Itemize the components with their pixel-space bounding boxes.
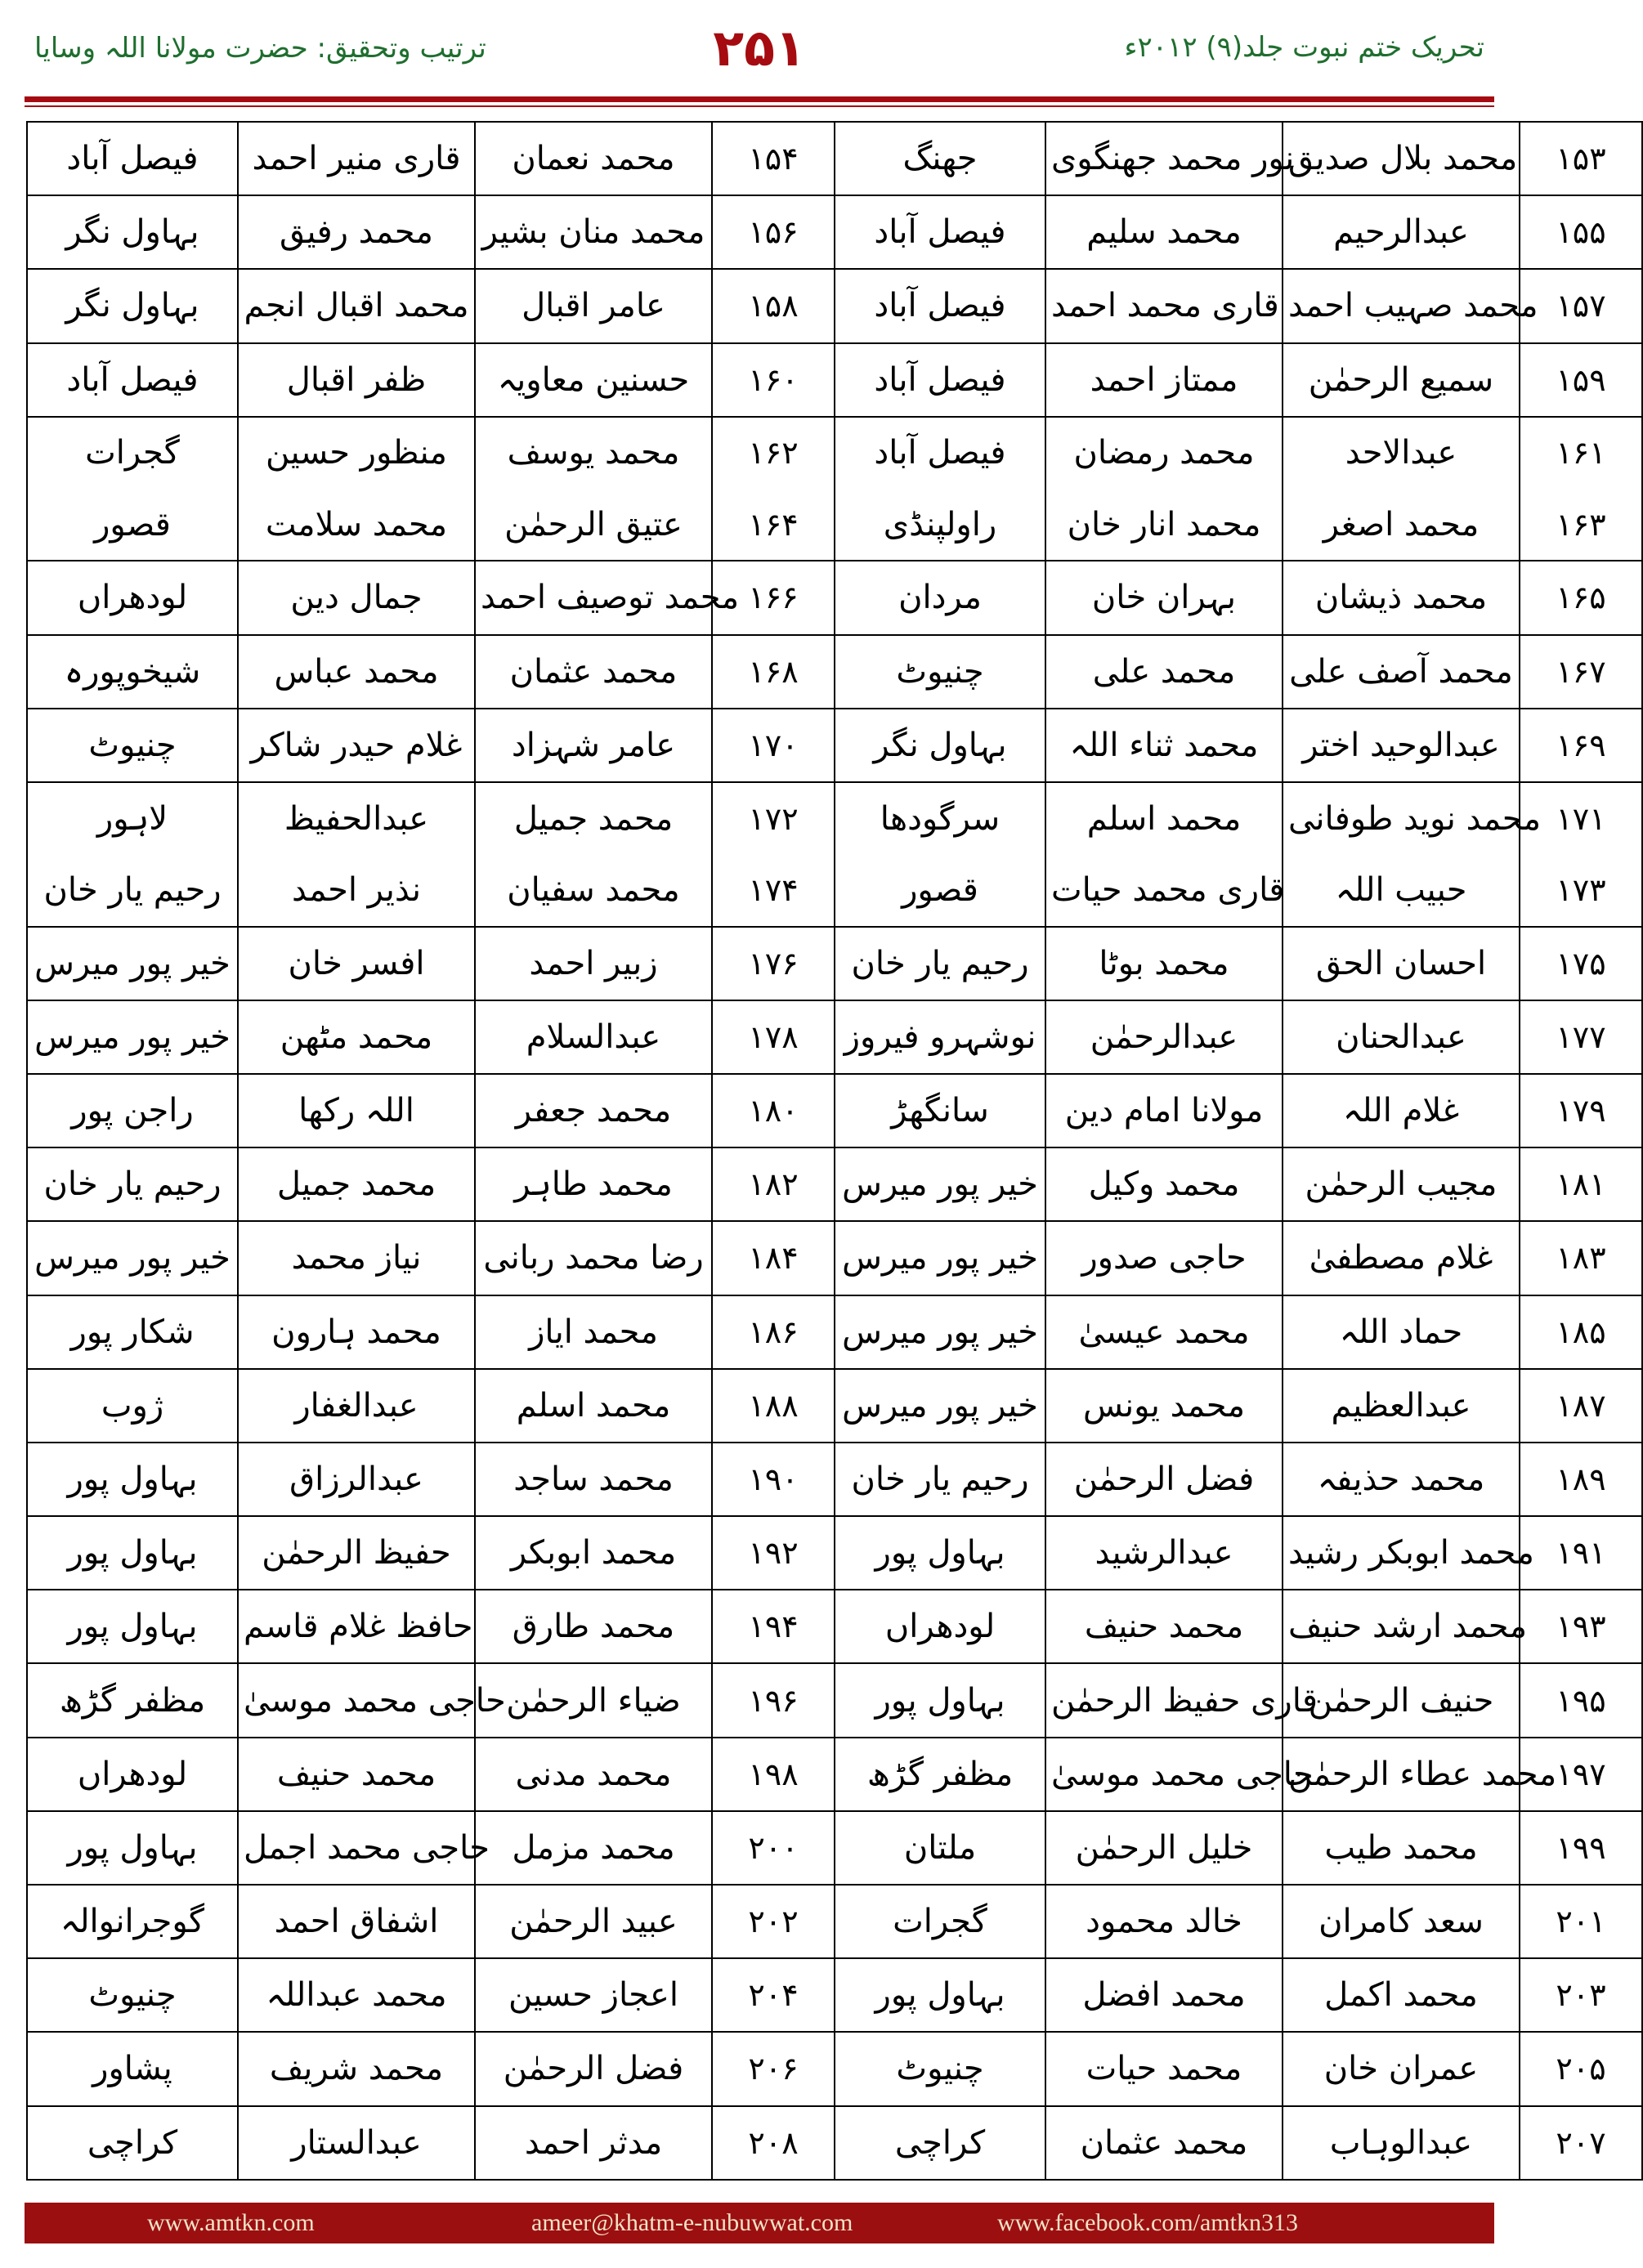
entry-number-cell: ۱۸۱	[1520, 1147, 1642, 1221]
table-row	[27, 1516, 1642, 1590]
entry-name-cell: محمد یوسف	[475, 417, 712, 489]
entry-number-cell: ۱۵۴	[712, 122, 835, 195]
entry-city-cell: ملتان	[835, 1811, 1045, 1885]
table-row	[27, 1221, 1642, 1295]
entry-name-cell: حماد اللہ	[1283, 1295, 1520, 1369]
entry-city-cell: گجرات	[835, 1885, 1045, 1958]
table-row	[27, 1074, 1642, 1147]
entry-number-cell: ۱۵۵	[1520, 195, 1642, 269]
entry-name-cell: ضیاء الرحمٰن	[475, 1663, 712, 1737]
table-row	[27, 1811, 1642, 1885]
entry-name-cell: مجیب الرحمٰن	[1283, 1147, 1520, 1221]
entry-number-cell: ۲۰۱	[1520, 1885, 1642, 1958]
entry-city-cell: چنیوٹ	[835, 2032, 1045, 2105]
entry-city-cell: خیر پور میرس	[27, 1221, 238, 1295]
entry-name-cell: عبدالسلام	[475, 1000, 712, 1074]
entry-number-cell: ۱۷۱	[1520, 782, 1642, 854]
entry-name-cell: محمد اصغر	[1283, 489, 1520, 561]
entry-city-cell: بہاول پور	[835, 1958, 1045, 2032]
entry-number-cell: ۱۶۸	[712, 635, 835, 709]
entry-name-cell: غلام اللہ	[1283, 1074, 1520, 1147]
entry-father-cell: محمد عبداللہ	[238, 1958, 475, 2032]
entry-name-cell: غلام مصطفیٰ	[1283, 1221, 1520, 1295]
entry-father-cell: بہران خان	[1045, 561, 1283, 634]
entry-name-cell: محمد ساجد	[475, 1443, 712, 1516]
entry-father-cell: محمد انار خان	[1045, 489, 1283, 561]
entry-name-cell: سعد کامران	[1283, 1885, 1520, 1958]
entry-number-cell: ۱۵۳	[1520, 122, 1642, 195]
table-row	[27, 1000, 1642, 1074]
entry-number-cell: ۱۶۵	[1520, 561, 1642, 634]
entry-father-cell: اللہ رکھا	[238, 1074, 475, 1147]
page-header	[0, 0, 1519, 105]
entry-name-cell: محمد سفیان	[475, 854, 712, 926]
entry-father-cell: حاجی محمد موسیٰ	[1045, 1738, 1283, 1811]
entry-number-cell: ۱۹۲	[712, 1516, 835, 1590]
entry-number-cell: ۱۷۹	[1520, 1074, 1642, 1147]
entry-name-cell: فضل الرحمٰن	[475, 2032, 712, 2105]
entry-father-cell: قاری حفیظ الرحمٰن	[1045, 1663, 1283, 1737]
entry-city-cell: رحیم یار خان	[27, 854, 238, 926]
entry-father-cell: قاری منیر احمد	[238, 122, 475, 195]
entry-number-cell: ۱۶۲	[712, 417, 835, 489]
entry-number-cell: ۱۵۷	[1520, 269, 1642, 342]
entry-city-cell: چنیوٹ	[835, 635, 1045, 709]
entry-father-cell: عبدالرحمٰن	[1045, 1000, 1283, 1074]
table-row	[27, 1738, 1642, 1811]
entry-name-cell: عبدالحنان	[1283, 1000, 1520, 1074]
entry-name-cell: عامر شہزاد	[475, 709, 712, 782]
entry-number-cell: ۱۶۴	[712, 489, 835, 561]
entry-father-cell: قاری محمد حیات	[1045, 854, 1283, 926]
entry-number-cell: ۱۹۸	[712, 1738, 835, 1811]
entry-name-cell: محمد آصف علی	[1283, 635, 1520, 709]
entry-city-cell: بہاول پور	[27, 1811, 238, 1885]
entry-city-cell: مظفر گڑھ	[835, 1738, 1045, 1811]
entry-city-cell: سرگودھا	[835, 782, 1045, 854]
entry-father-cell: نذیر احمد	[238, 854, 475, 926]
entry-number-cell: ۱۸۹	[1520, 1443, 1642, 1516]
entry-number-cell: ۲۰۳	[1520, 1958, 1642, 2032]
entry-number-cell: ۱۶۷	[1520, 635, 1642, 709]
entry-number-cell: ۱۶۹	[1520, 709, 1642, 782]
table-row	[27, 1590, 1642, 1663]
entry-number-cell: ۱۹۵	[1520, 1663, 1642, 1737]
entry-city-cell: کراچی	[27, 2106, 238, 2180]
entry-city-cell: راجن پور	[27, 1074, 238, 1147]
entry-name-cell: عبدالوحید اختر	[1283, 709, 1520, 782]
names-table	[26, 121, 1643, 2181]
entry-number-cell: ۲۰۰	[712, 1811, 835, 1885]
entry-father-cell: محمد سلیم	[1045, 195, 1283, 269]
entry-city-cell: مظفر گڑھ	[27, 1663, 238, 1737]
entry-name-cell: محمد طارق	[475, 1590, 712, 1663]
header-rule-thick	[25, 96, 1494, 102]
entry-number-cell: ۱۹۷	[1520, 1738, 1642, 1811]
names-table-body	[27, 122, 1642, 2180]
entry-father-cell: محمد یونس	[1045, 1369, 1283, 1443]
table-row	[27, 2106, 1642, 2180]
entry-name-cell: عبدالاحد	[1283, 417, 1520, 489]
entry-city-cell: سانگھڑ	[835, 1074, 1045, 1147]
entry-city-cell: بہاول نگر	[27, 195, 238, 269]
entry-name-cell: محمد عطاء الرحمٰن	[1283, 1738, 1520, 1811]
entry-city-cell: خیر پور میرس	[27, 1000, 238, 1074]
entry-number-cell: ۱۷۲	[712, 782, 835, 854]
entry-father-cell: ظفر اقبال	[238, 343, 475, 417]
page-footer	[25, 2203, 1494, 2243]
entry-name-cell: محمد عثمان	[475, 635, 712, 709]
entry-father-cell: ممتاز احمد	[1045, 343, 1283, 417]
entry-city-cell: نوشہرو فیروز	[835, 1000, 1045, 1074]
entry-father-cell: خلیل الرحمٰن	[1045, 1811, 1283, 1885]
entry-city-cell: جھنگ	[835, 122, 1045, 195]
entry-city-cell: چنیوٹ	[27, 1958, 238, 2032]
entry-name-cell: عتیق الرحمٰن	[475, 489, 712, 561]
table-row	[27, 1369, 1642, 1443]
table-row	[27, 417, 1642, 489]
entry-father-cell: حاجی محمد موسیٰ	[238, 1663, 475, 1737]
entry-father-cell: محمد ہارون	[238, 1295, 475, 1369]
entry-father-cell: محمد عباس	[238, 635, 475, 709]
entry-number-cell: ۱۹۳	[1520, 1590, 1642, 1663]
entry-father-cell: مولانا امام دین	[1045, 1074, 1283, 1147]
entry-name-cell: محمد توصیف احمد	[475, 561, 712, 634]
entry-father-cell: محمد بوٹا	[1045, 927, 1283, 1000]
entry-father-cell: قاری محمد احمد	[1045, 269, 1283, 342]
entry-number-cell: ۱۸۸	[712, 1369, 835, 1443]
entry-number-cell: ۱۸۴	[712, 1221, 835, 1295]
entry-name-cell: مدثر احمد	[475, 2106, 712, 2180]
entry-father-cell: منظور حسین	[238, 417, 475, 489]
table-row	[27, 1958, 1642, 2032]
entry-father-cell: افسر خان	[238, 927, 475, 1000]
entry-father-cell: عبدالرزاق	[238, 1443, 475, 1516]
page-number: ۲۵۱	[713, 18, 806, 78]
entry-number-cell: ۱۶۰	[712, 343, 835, 417]
table-row	[27, 782, 1642, 854]
entry-city-cell: فیصل آباد	[27, 343, 238, 417]
entry-city-cell: بہاول پور	[835, 1516, 1045, 1590]
entry-father-cell: محمد افضل	[1045, 1958, 1283, 2032]
entry-father-cell: محمد رمضان	[1045, 417, 1283, 489]
entry-city-cell: خیر پور میرس	[27, 927, 238, 1000]
entry-name-cell: محمد صہیب احمد	[1283, 269, 1520, 342]
entry-father-cell: حفیظ الرحمٰن	[238, 1516, 475, 1590]
entry-city-cell: بہاول پور	[27, 1516, 238, 1590]
entry-father-cell: محمد عثمان	[1045, 2106, 1283, 2180]
entry-name-cell: سمیع الرحمٰن	[1283, 343, 1520, 417]
entry-city-cell: قصور	[835, 854, 1045, 926]
entry-number-cell: ۱۷۶	[712, 927, 835, 1000]
table-row	[27, 561, 1642, 634]
entry-city-cell: فیصل آباد	[835, 269, 1045, 342]
entry-father-cell: محمد اسلم	[1045, 782, 1283, 854]
entry-city-cell: شیخوپورہ	[27, 635, 238, 709]
entry-city-cell: رحیم یار خان	[835, 1443, 1045, 1516]
entry-father-cell: محمد ثناء اللہ	[1045, 709, 1283, 782]
entry-name-cell: محمد ابوبکر	[475, 1516, 712, 1590]
entry-city-cell: خیر پور میرس	[835, 1221, 1045, 1295]
table-row	[27, 927, 1642, 1000]
entry-name-cell: حنیف الرحمٰن	[1283, 1663, 1520, 1737]
entry-name-cell: محمد حذیفہ	[1283, 1443, 1520, 1516]
entry-city-cell: فیصل آباد	[835, 417, 1045, 489]
entry-number-cell: ۱۷۰	[712, 709, 835, 782]
entry-city-cell: خیر پور میرس	[835, 1147, 1045, 1221]
table-row	[27, 1443, 1642, 1516]
email-link[interactable]: ameer@khatm-e-nubuwwat.com	[531, 2209, 853, 2236]
entry-name-cell: عبدالعظیم	[1283, 1369, 1520, 1443]
entry-name-cell: عمران خان	[1283, 2032, 1520, 2105]
entry-name-cell: عامر اقبال	[475, 269, 712, 342]
table-row	[27, 1295, 1642, 1369]
entry-name-cell: محمد مدنی	[475, 1738, 712, 1811]
table-row	[27, 2032, 1642, 2105]
entry-city-cell: بہاول نگر	[835, 709, 1045, 782]
entry-number-cell: ۱۶۱	[1520, 417, 1642, 489]
entry-name-cell: محمد منان بشیر	[475, 195, 712, 269]
entry-father-cell: حاجی محمد اجمل	[238, 1811, 475, 1885]
entry-city-cell: شکار پور	[27, 1295, 238, 1369]
table-row	[27, 269, 1642, 342]
entry-father-cell: خالد محمود	[1045, 1885, 1283, 1958]
entry-city-cell: گجرات	[27, 417, 238, 489]
entry-city-cell: گوجرانوالہ	[27, 1885, 238, 1958]
entry-name-cell: محمد ابوبکر رشید	[1283, 1516, 1520, 1590]
entry-city-cell: خیر پور میرس	[835, 1295, 1045, 1369]
names-table-wrap	[26, 121, 1606, 2181]
entry-number-cell: ۲۰۷	[1520, 2106, 1642, 2180]
table-row	[27, 709, 1642, 782]
table-row	[27, 635, 1642, 709]
website-link[interactable]: www.amtkn.com	[147, 2209, 315, 2236]
entry-city-cell: مردان	[835, 561, 1045, 634]
entry-father-cell: عبدالحفیظ	[238, 782, 475, 854]
entry-number-cell: ۱۸۲	[712, 1147, 835, 1221]
entry-number-cell: ۱۹۴	[712, 1590, 835, 1663]
table-row	[27, 195, 1642, 269]
entry-name-cell: احسان الحق	[1283, 927, 1520, 1000]
entry-father-cell: عبدالغفار	[238, 1369, 475, 1443]
entry-father-cell: فضل الرحمٰن	[1045, 1443, 1283, 1516]
entry-city-cell: پشاور	[27, 2032, 238, 2105]
entry-city-cell: رحیم یار خان	[835, 927, 1045, 1000]
entry-number-cell: ۲۰۵	[1520, 2032, 1642, 2105]
entry-number-cell: ۱۵۶	[712, 195, 835, 269]
entry-number-cell: ۱۸۵	[1520, 1295, 1642, 1369]
table-row	[27, 1663, 1642, 1737]
entry-name-cell: محمد جعفر	[475, 1074, 712, 1147]
entry-number-cell: ۱۷۴	[712, 854, 835, 926]
entry-father-cell: محمد عیسیٰ	[1045, 1295, 1283, 1369]
entry-city-cell: قصور	[27, 489, 238, 561]
entry-number-cell: ۱۷۸	[712, 1000, 835, 1074]
entry-father-cell: محمد علی	[1045, 635, 1283, 709]
entry-name-cell: محمد ذیشان	[1283, 561, 1520, 634]
entry-city-cell: فیصل آباد	[835, 195, 1045, 269]
entry-father-cell: حاجی صدور	[1045, 1221, 1283, 1295]
entry-number-cell: ۱۷۷	[1520, 1000, 1642, 1074]
entry-father-cell: نیاز محمد	[238, 1221, 475, 1295]
entry-name-cell: اعجاز حسین	[475, 1958, 712, 2032]
entry-name-cell: محمد طیب	[1283, 1811, 1520, 1885]
entry-name-cell: محمد طاہر	[475, 1147, 712, 1221]
entry-father-cell: محمد رفیق	[238, 195, 475, 269]
entry-father-cell: محمد حنیف	[238, 1738, 475, 1811]
entry-number-cell: ۱۸۳	[1520, 1221, 1642, 1295]
entry-number-cell: ۱۸۷	[1520, 1369, 1642, 1443]
entry-city-cell: لودھراں	[27, 561, 238, 634]
entry-city-cell: بہاول نگر	[27, 269, 238, 342]
entry-father-cell: محمد جمیل	[238, 1147, 475, 1221]
entry-number-cell: ۱۷۵	[1520, 927, 1642, 1000]
entry-city-cell: خیر پور میرس	[835, 1369, 1045, 1443]
entry-father-cell: محمد اقبال انجم	[238, 269, 475, 342]
entry-name-cell: حبیب اللہ	[1283, 854, 1520, 926]
entry-city-cell: لودھراں	[27, 1738, 238, 1811]
entry-city-cell: لاہور	[27, 782, 238, 854]
entry-city-cell: رحیم یار خان	[27, 1147, 238, 1221]
entry-name-cell: محمد جمیل	[475, 782, 712, 854]
entry-father-cell: اشفاق احمد	[238, 1885, 475, 1958]
entry-father-cell: غلام حیدر شاکر	[238, 709, 475, 782]
entry-number-cell: ۲۰۸	[712, 2106, 835, 2180]
entry-number-cell: ۱۹۶	[712, 1663, 835, 1737]
entry-city-cell: فیصل آباد	[835, 343, 1045, 417]
entry-name-cell: محمد بلال صدیق	[1283, 122, 1520, 195]
entry-name-cell: محمد اکمل	[1283, 1958, 1520, 2032]
entry-number-cell: ۱۸۰	[712, 1074, 835, 1147]
entry-name-cell: رضا محمد ربانی	[475, 1221, 712, 1295]
table-row	[27, 1147, 1642, 1221]
entry-father-cell: عبدالرشید	[1045, 1516, 1283, 1590]
table-row	[27, 122, 1642, 195]
entry-city-cell: فیصل آباد	[27, 122, 238, 195]
entry-name-cell: زبیر احمد	[475, 927, 712, 1000]
entry-number-cell: ۱۸۶	[712, 1295, 835, 1369]
entry-city-cell: بہاول پور	[27, 1590, 238, 1663]
entry-city-cell: ژوب	[27, 1369, 238, 1443]
entry-city-cell: چنیوٹ	[27, 709, 238, 782]
header-rule-thin	[25, 105, 1494, 107]
entry-father-cell: محمد حنیف	[1045, 1590, 1283, 1663]
entry-father-cell: جمال دین	[238, 561, 475, 634]
entry-number-cell: ۱۶۳	[1520, 489, 1642, 561]
entry-city-cell: راولپنڈی	[835, 489, 1045, 561]
entry-father-cell: محمد مٹھن	[238, 1000, 475, 1074]
entry-father-cell: عبدالستار	[238, 2106, 475, 2180]
facebook-link[interactable]: www.facebook.com/amtkn313	[997, 2209, 1298, 2236]
entry-name-cell: محمد ارشد حنیف	[1283, 1590, 1520, 1663]
entry-number-cell: ۱۵۸	[712, 269, 835, 342]
entry-city-cell: کراچی	[835, 2106, 1045, 2180]
entry-father-cell: حافظ غلام قاسم	[238, 1590, 475, 1663]
table-row	[27, 854, 1642, 926]
entry-name-cell: محمد ایاز	[475, 1295, 712, 1369]
entry-name-cell: عبید الرحمٰن	[475, 1885, 712, 1958]
entry-father-cell: محمد شریف	[238, 2032, 475, 2105]
entry-number-cell: ۱۷۳	[1520, 854, 1642, 926]
entry-name-cell: عبدالوہاب	[1283, 2106, 1520, 2180]
entry-number-cell: ۱۹۱	[1520, 1516, 1642, 1590]
entry-name-cell: محمد مزمل	[475, 1811, 712, 1885]
entry-number-cell: ۱۵۹	[1520, 343, 1642, 417]
table-row	[27, 343, 1642, 417]
entry-city-cell: بہاول پور	[27, 1443, 238, 1516]
table-row	[27, 489, 1642, 561]
entry-number-cell: ۱۶۶	[712, 561, 835, 634]
entry-name-cell: عبدالرحیم	[1283, 195, 1520, 269]
entry-number-cell: ۲۰۶	[712, 2032, 835, 2105]
entry-city-cell: لودھراں	[835, 1590, 1045, 1663]
entry-name-cell: محمد نعمان	[475, 122, 712, 195]
book-title: تحریک ختم نبوت جلد(۹) ۲۰۱۲ء	[1124, 31, 1484, 64]
entry-father-cell: محمد حیات	[1045, 2032, 1283, 2105]
compiler-credit: ترتیب وتحقیق: حضرت مولانا اللہ وسایا	[34, 32, 486, 65]
entry-father-cell: محمد سلامت	[238, 489, 475, 561]
entry-name-cell: محمد اسلم	[475, 1369, 712, 1443]
entry-name-cell: حسنین معاویہ	[475, 343, 712, 417]
entry-number-cell: ۱۹۰	[712, 1443, 835, 1516]
entry-city-cell: بہاول پور	[835, 1663, 1045, 1737]
entry-number-cell: ۱۹۹	[1520, 1811, 1642, 1885]
entry-name-cell: محمد نوید طوفانی	[1283, 782, 1520, 854]
entry-number-cell: ۲۰۲	[712, 1885, 835, 1958]
table-row	[27, 1885, 1642, 1958]
entry-number-cell: ۲۰۴	[712, 1958, 835, 2032]
entry-father-cell: محمد وکیل	[1045, 1147, 1283, 1221]
entry-father-cell: نور محمد جھنگوی	[1045, 122, 1283, 195]
